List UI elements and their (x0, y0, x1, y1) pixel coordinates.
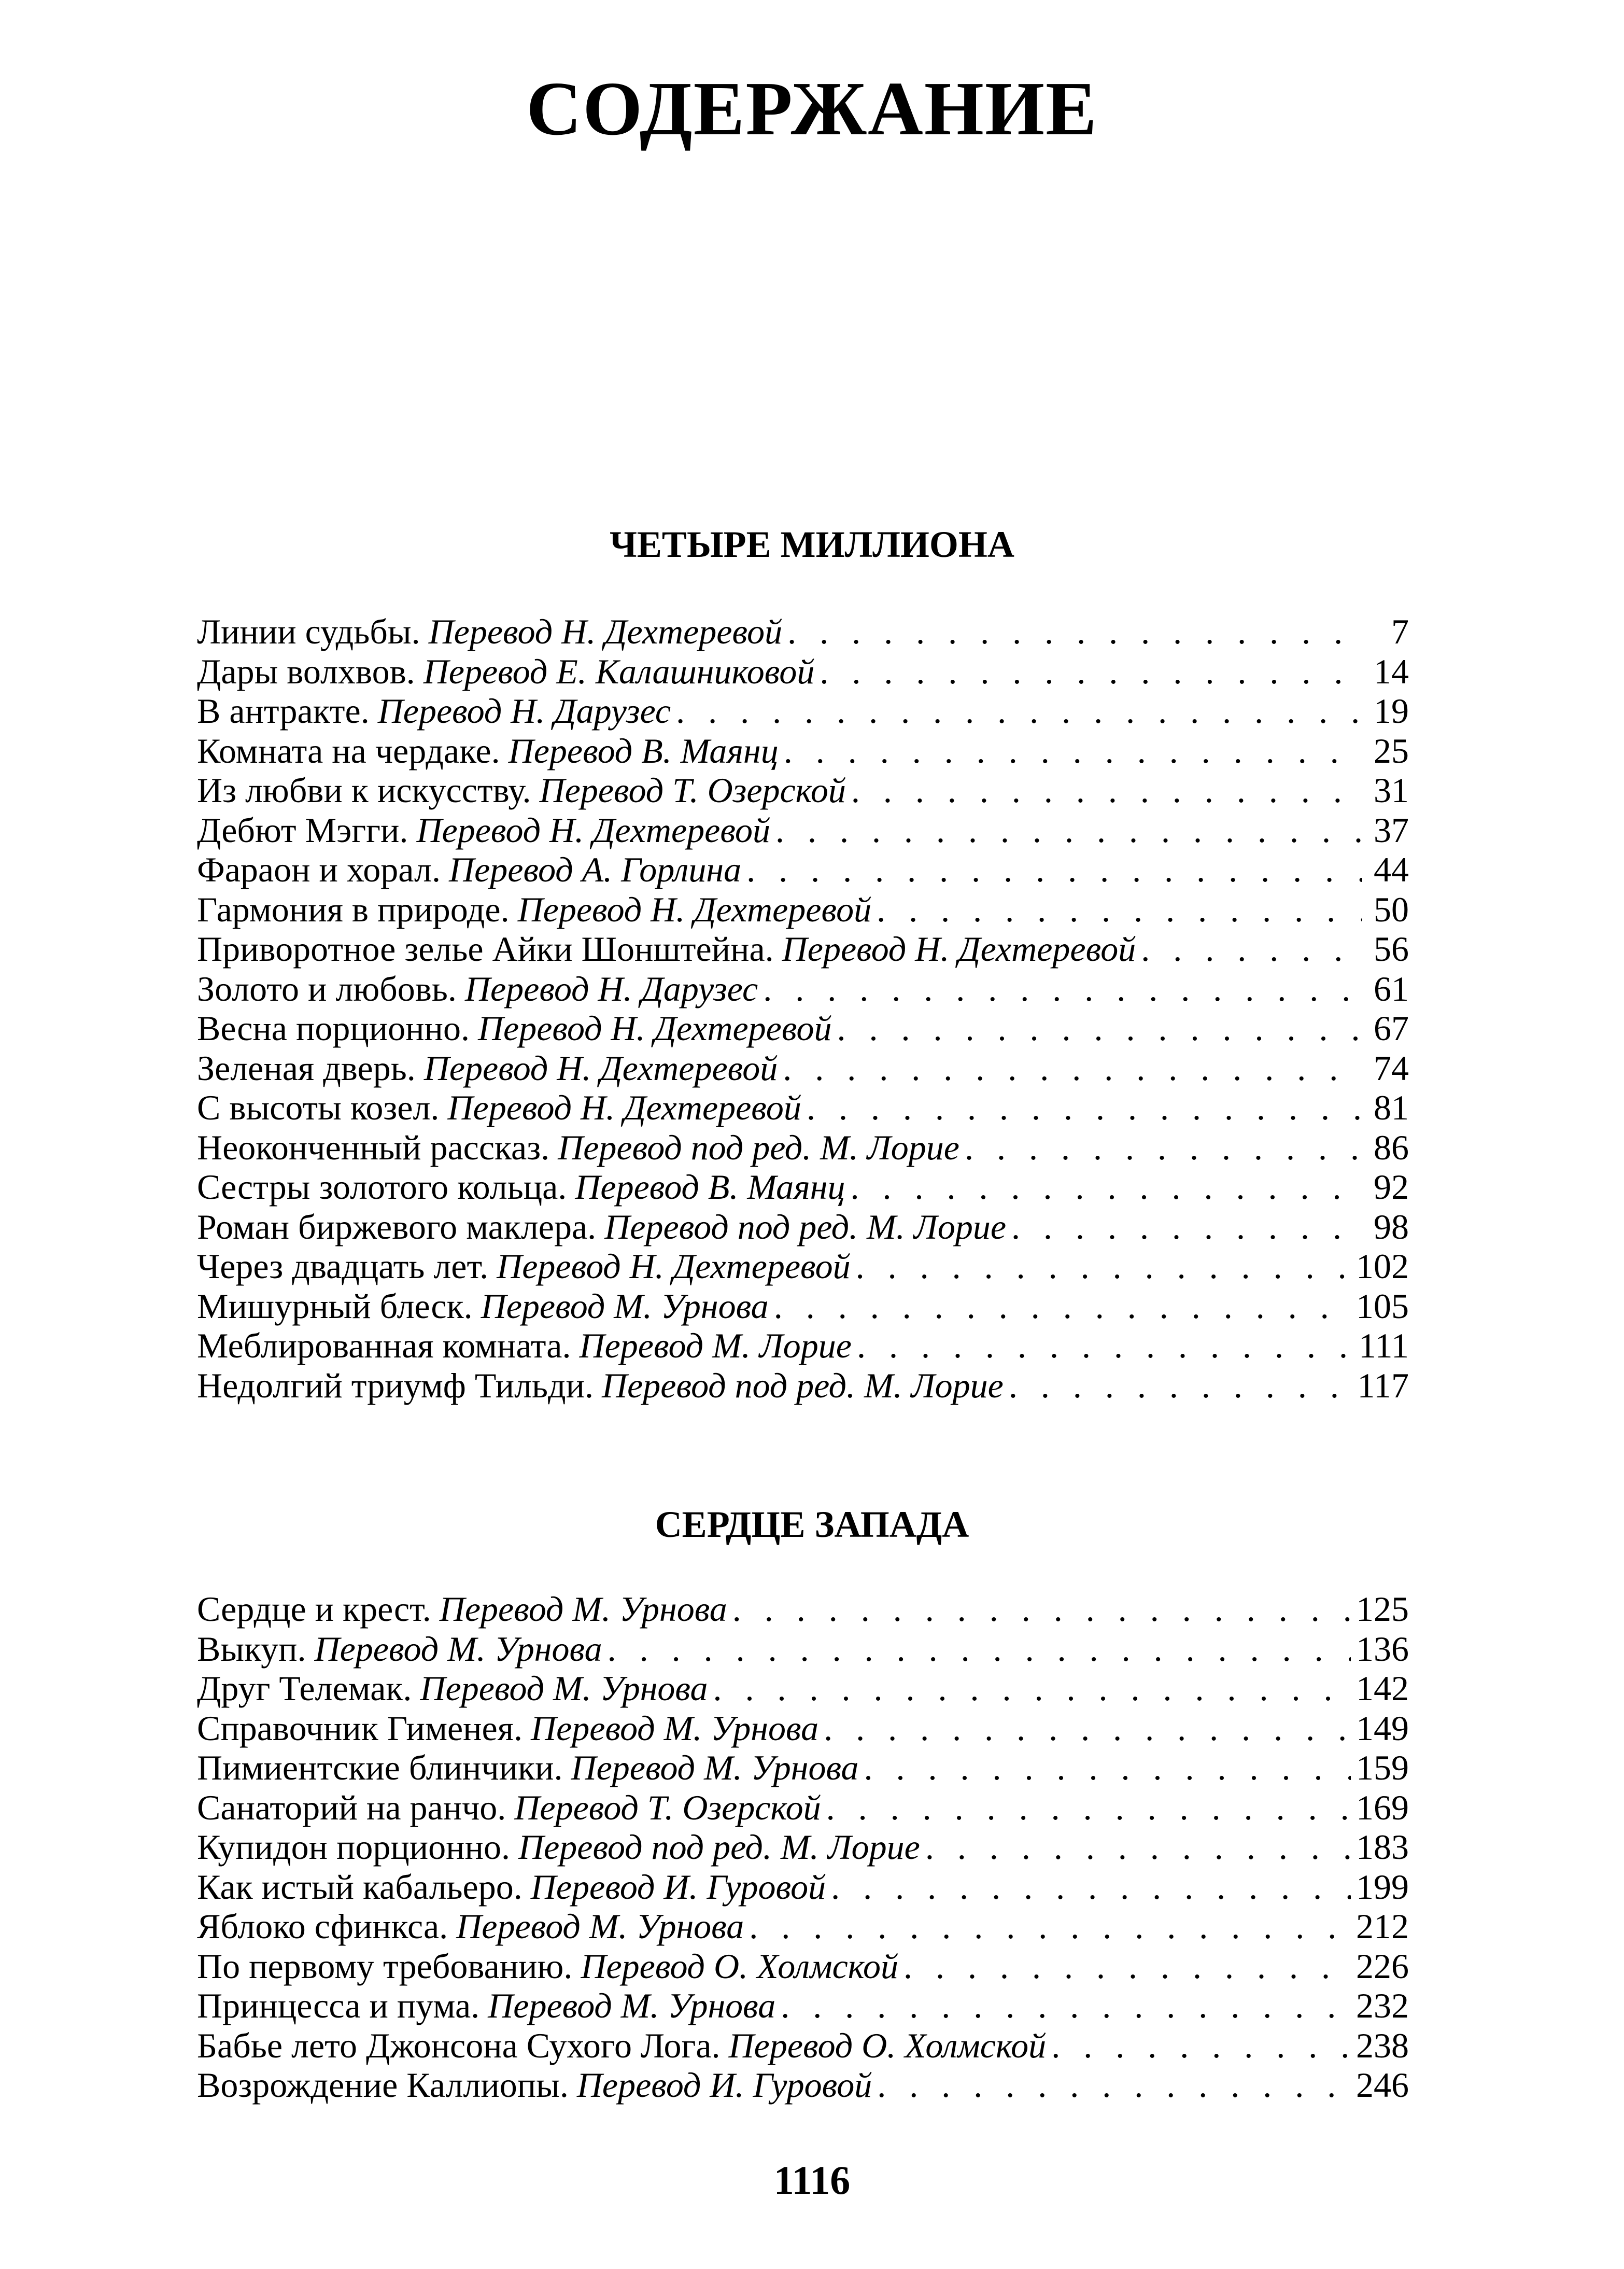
toc-entry-translator: Перевод М. Урнова (571, 1748, 859, 1787)
toc-entry-title: Комната на чердаке. (197, 731, 500, 771)
page-title: СОДЕРЖАНИЕ (526, 66, 1098, 151)
section-heading-heart-of-the-west: СЕРДЦЕ ЗАПАДА (655, 1504, 969, 1545)
toc-leader-dots (774, 1286, 1351, 1326)
toc-entry (197, 850, 1409, 890)
toc-entry (197, 1629, 1409, 1669)
toc-entry-title: Золото и любовь. (197, 969, 457, 1009)
toc-entry-translator: Перевод И. Гуровой (576, 2065, 872, 2105)
toc-entry-title: Меблированная комната. (197, 1326, 571, 1365)
toc-entry-title: Роман биржевого маклера. (197, 1207, 597, 1246)
section-heading-four-million: ЧЕТЫРЕ МИЛЛИОНА (610, 524, 1014, 565)
toc-entry-page: 86 (1374, 1127, 1409, 1167)
toc-entry-title: Сердце и крест. (197, 1589, 431, 1629)
toc-entry (197, 612, 1409, 652)
toc-leader-dots (763, 969, 1362, 1009)
toc-entry-title: Как истый кабальеро. (197, 1867, 522, 1907)
toc-entry-title: Сестры золотого кольца. (197, 1167, 567, 1207)
toc-entry-translator: Перевод М. Урнова (481, 1286, 769, 1326)
toc-entry (197, 1669, 1409, 1708)
toc-entry (197, 1286, 1409, 1326)
toc-entry (197, 771, 1409, 810)
toc-entry-translator: Перевод М. Урнова (420, 1669, 708, 1708)
toc-entry-translator: Перевод Н. Дехтеревой (477, 1009, 832, 1048)
toc-leader-dots (1051, 2026, 1351, 2065)
toc-entry-title: Возрождение Каллиопы. (197, 2065, 569, 2105)
toc-leader-dots (965, 1128, 1362, 1167)
toc-entry-page: 67 (1374, 1009, 1409, 1048)
toc-entry (197, 1986, 1409, 2026)
toc-entry-page: 44 (1374, 850, 1409, 889)
toc-entry-translator: Перевод М. Урнова (439, 1589, 727, 1629)
toc-entry-translator: Перевод О. Холмской (728, 2025, 1047, 2065)
toc-leader-dots (851, 771, 1362, 810)
toc-entry-page: 136 (1356, 1629, 1409, 1669)
toc-entry (197, 1207, 1409, 1247)
toc-entry-title: Линии судьбы. (197, 612, 420, 651)
toc-entry-title: Пимиентские блинчики. (197, 1748, 563, 1787)
toc-entry (197, 810, 1409, 850)
toc-entry-translator: Перевод А. Горлина (449, 850, 742, 889)
toc-leader-dots (831, 1867, 1351, 1907)
toc-list-four-million (197, 612, 1409, 1405)
toc-entry-page: 149 (1356, 1708, 1409, 1748)
toc-entry (197, 969, 1409, 1009)
toc-entry-page: 92 (1374, 1167, 1409, 1207)
toc-entry-title: В антракте. (197, 691, 370, 731)
toc-entry-page: 31 (1374, 771, 1409, 810)
toc-entry-page: 246 (1356, 2065, 1409, 2105)
toc-entry-translator: Перевод под ред. М. Лорие (518, 1827, 920, 1867)
toc-entry-page: 199 (1356, 1867, 1409, 1907)
toc-entry-page: 98 (1374, 1207, 1409, 1246)
toc-leader-dots (925, 1827, 1351, 1867)
toc-entry-title: Дебют Мэгги. (197, 810, 408, 850)
toc-entry (197, 1366, 1409, 1406)
toc-entry-translator: Перевод Н. Дехтеревой (517, 889, 872, 929)
toc-leader-dots (1011, 1207, 1362, 1246)
toc-entry-translator: Перевод Н. Дехтеревой (423, 1048, 778, 1088)
toc-leader-dots (1141, 929, 1362, 969)
toc-entry-title: Через двадцать лет. (197, 1246, 489, 1286)
toc-leader-dots (877, 890, 1362, 929)
toc-entry-page: 159 (1356, 1748, 1409, 1787)
toc-entry-page: 232 (1356, 1986, 1409, 2025)
toc-entry-page: 37 (1374, 810, 1409, 850)
toc-entry-page: 226 (1356, 1946, 1409, 1986)
toc-entry-translator: Перевод Н. Дарузес (464, 969, 758, 1009)
toc-entry (197, 1009, 1409, 1048)
toc-leader-dots (824, 1708, 1351, 1748)
toc-leader-dots (864, 1748, 1351, 1787)
toc-leader-dots (749, 1907, 1351, 1946)
toc-entry-page: 14 (1374, 651, 1409, 691)
toc-entry-page: 74 (1374, 1048, 1409, 1088)
toc-leader-dots (746, 850, 1362, 889)
toc-leader-dots (713, 1669, 1351, 1708)
toc-entry (197, 929, 1409, 969)
toc-entry-title: Бабье лето Джонсона Сухого Лога. (197, 2025, 721, 2065)
toc-entry-page: 61 (1374, 969, 1409, 1009)
toc-entry-translator: Перевод под ред. М. Лорие (604, 1207, 1007, 1246)
toc-entry-translator: Перевод Н. Дехтеревой (497, 1246, 851, 1286)
toc-entry-title: С высоты козел. (197, 1088, 440, 1127)
toc-entry-translator: Перевод Н. Дехтеревой (447, 1088, 801, 1127)
toc-list-heart-of-the-west (197, 1589, 1409, 2105)
toc-entry-page: 50 (1374, 889, 1409, 929)
toc-entry-title: Яблоко сфинкса. (197, 1907, 448, 1946)
toc-entry-title: Справочник Гименея. (197, 1708, 523, 1748)
toc-leader-dots (608, 1629, 1351, 1669)
toc-entry-translator: Перевод О. Холмской (581, 1946, 898, 1986)
toc-entry-title: Друг Телемак. (197, 1669, 412, 1708)
toc-entry (197, 1088, 1409, 1128)
toc-entry-page: 56 (1374, 929, 1409, 969)
toc-entry-page: 125 (1356, 1589, 1409, 1629)
toc-leader-dots (784, 731, 1362, 771)
toc-entry (197, 652, 1409, 692)
toc-leader-dots (783, 1048, 1362, 1088)
toc-entry (197, 890, 1409, 930)
toc-entry-page: 212 (1356, 1907, 1409, 1946)
toc-entry-page: 117 (1357, 1365, 1409, 1405)
toc-entry-title: Санаторий на ранчо. (197, 1787, 506, 1827)
toc-leader-dots (857, 1326, 1353, 1365)
toc-entry-page: 7 (1391, 612, 1409, 651)
toc-entry-translator: Перевод Т. Озерской (514, 1787, 821, 1827)
toc-entry (197, 1048, 1409, 1088)
toc-leader-dots (837, 1009, 1362, 1048)
toc-entry (197, 2026, 1409, 2066)
toc-entry (197, 1167, 1409, 1207)
toc-entry-page: 183 (1356, 1827, 1409, 1867)
toc-entry (197, 1907, 1409, 1946)
toc-entry-title: Выкуп. (197, 1629, 306, 1669)
toc-entry (197, 1946, 1409, 1986)
toc-leader-dots (820, 652, 1362, 691)
toc-entry-page: 169 (1356, 1787, 1409, 1827)
toc-entry-translator: Перевод И. Гуровой (530, 1867, 826, 1907)
toc-entry-translator: Перевод Е. Калашниковой (423, 651, 815, 691)
toc-leader-dots (1009, 1366, 1352, 1405)
toc-entry (197, 1788, 1409, 1828)
toc-leader-dots (856, 1246, 1351, 1286)
toc-entry-translator: Перевод В. Маянц (575, 1167, 845, 1207)
toc-leader-dots (807, 1088, 1362, 1127)
toc-entry-translator: Перевод М. Лорие (579, 1326, 852, 1365)
toc-entry-translator: Перевод Н. Дехтеревой (428, 612, 783, 651)
toc-entry-title: Мишурный блеск. (197, 1286, 473, 1326)
toc-entry-page: 25 (1374, 731, 1409, 771)
toc-entry (197, 731, 1409, 771)
toc-entry-title: Фараон и хорал. (197, 850, 441, 889)
toc-entry-page: 19 (1374, 691, 1409, 731)
toc-leader-dots (732, 1589, 1351, 1629)
toc-entry (197, 1708, 1409, 1748)
toc-leader-dots (850, 1167, 1362, 1207)
toc-entry-title: Неоконченный рассказ. (197, 1127, 550, 1167)
toc-entry (197, 1326, 1409, 1366)
toc-entry-page: 111 (1359, 1326, 1409, 1365)
toc-entry (197, 1867, 1409, 1907)
toc-entry-title: Недолгий триумф Тильди. (197, 1365, 594, 1405)
toc-entry-title: Зеленая дверь. (197, 1048, 416, 1088)
toc-entry-title: Приворотное зелье Айки Шонштейна. (197, 929, 774, 969)
toc-entry-title: Принцесса и пума. (197, 1986, 480, 2025)
toc-entry-title: Дары волхвов. (197, 651, 415, 691)
toc-entry (197, 1589, 1409, 1629)
toc-leader-dots (826, 1788, 1351, 1827)
toc-entry-title: По первому требованию. (197, 1946, 573, 1986)
toc-leader-dots (903, 1946, 1351, 1986)
toc-entry-page: 142 (1356, 1669, 1409, 1708)
toc-entry-title: Весна порционно. (197, 1009, 470, 1048)
toc-entry-title: Из любви к искусству. (197, 771, 531, 810)
toc-entry-translator: Перевод М. Урнова (488, 1986, 776, 2025)
toc-entry (197, 1827, 1409, 1867)
toc-leader-dots (676, 691, 1362, 731)
toc-entry (197, 1748, 1409, 1788)
toc-entry-title: Купидон порционно. (197, 1827, 510, 1867)
toc-entry-translator: Перевод Н. Дарузес (377, 691, 671, 731)
toc-entry-translator: Перевод Н. Дехтеревой (782, 929, 1136, 969)
toc-entry-page: 102 (1356, 1246, 1409, 1286)
toc-entry-translator: Перевод М. Урнова (314, 1629, 602, 1669)
toc-entry-translator: Перевод В. Маянц (508, 731, 779, 771)
toc-entry (197, 691, 1409, 731)
toc-entry-page: 238 (1356, 2025, 1409, 2065)
toc-entry (197, 1128, 1409, 1168)
toc-entry-title: Гармония в природе. (197, 889, 510, 929)
toc-leader-dots (781, 1986, 1351, 2025)
toc-entry-translator: Перевод Т. Озерской (539, 771, 846, 810)
toc-entry (197, 1246, 1409, 1286)
toc-entry-translator: Перевод под ред. М. Лорие (602, 1365, 1004, 1405)
toc-entry-translator: Перевод под ред. М. Лорие (558, 1127, 959, 1167)
toc-entry-translator: Перевод М. Урнова (456, 1907, 744, 1946)
toc-entry-page: 105 (1356, 1286, 1409, 1326)
toc-entry-page: 81 (1374, 1088, 1409, 1127)
toc-entry-translator: Перевод Н. Дехтеревой (416, 810, 770, 850)
page-number: 1116 (773, 2158, 851, 2203)
toc-leader-dots (787, 612, 1362, 651)
toc-entry-translator: Перевод М. Урнова (531, 1708, 819, 1748)
toc-entry (197, 2065, 1409, 2105)
toc-leader-dots (877, 2065, 1351, 2105)
toc-leader-dots (775, 810, 1362, 850)
